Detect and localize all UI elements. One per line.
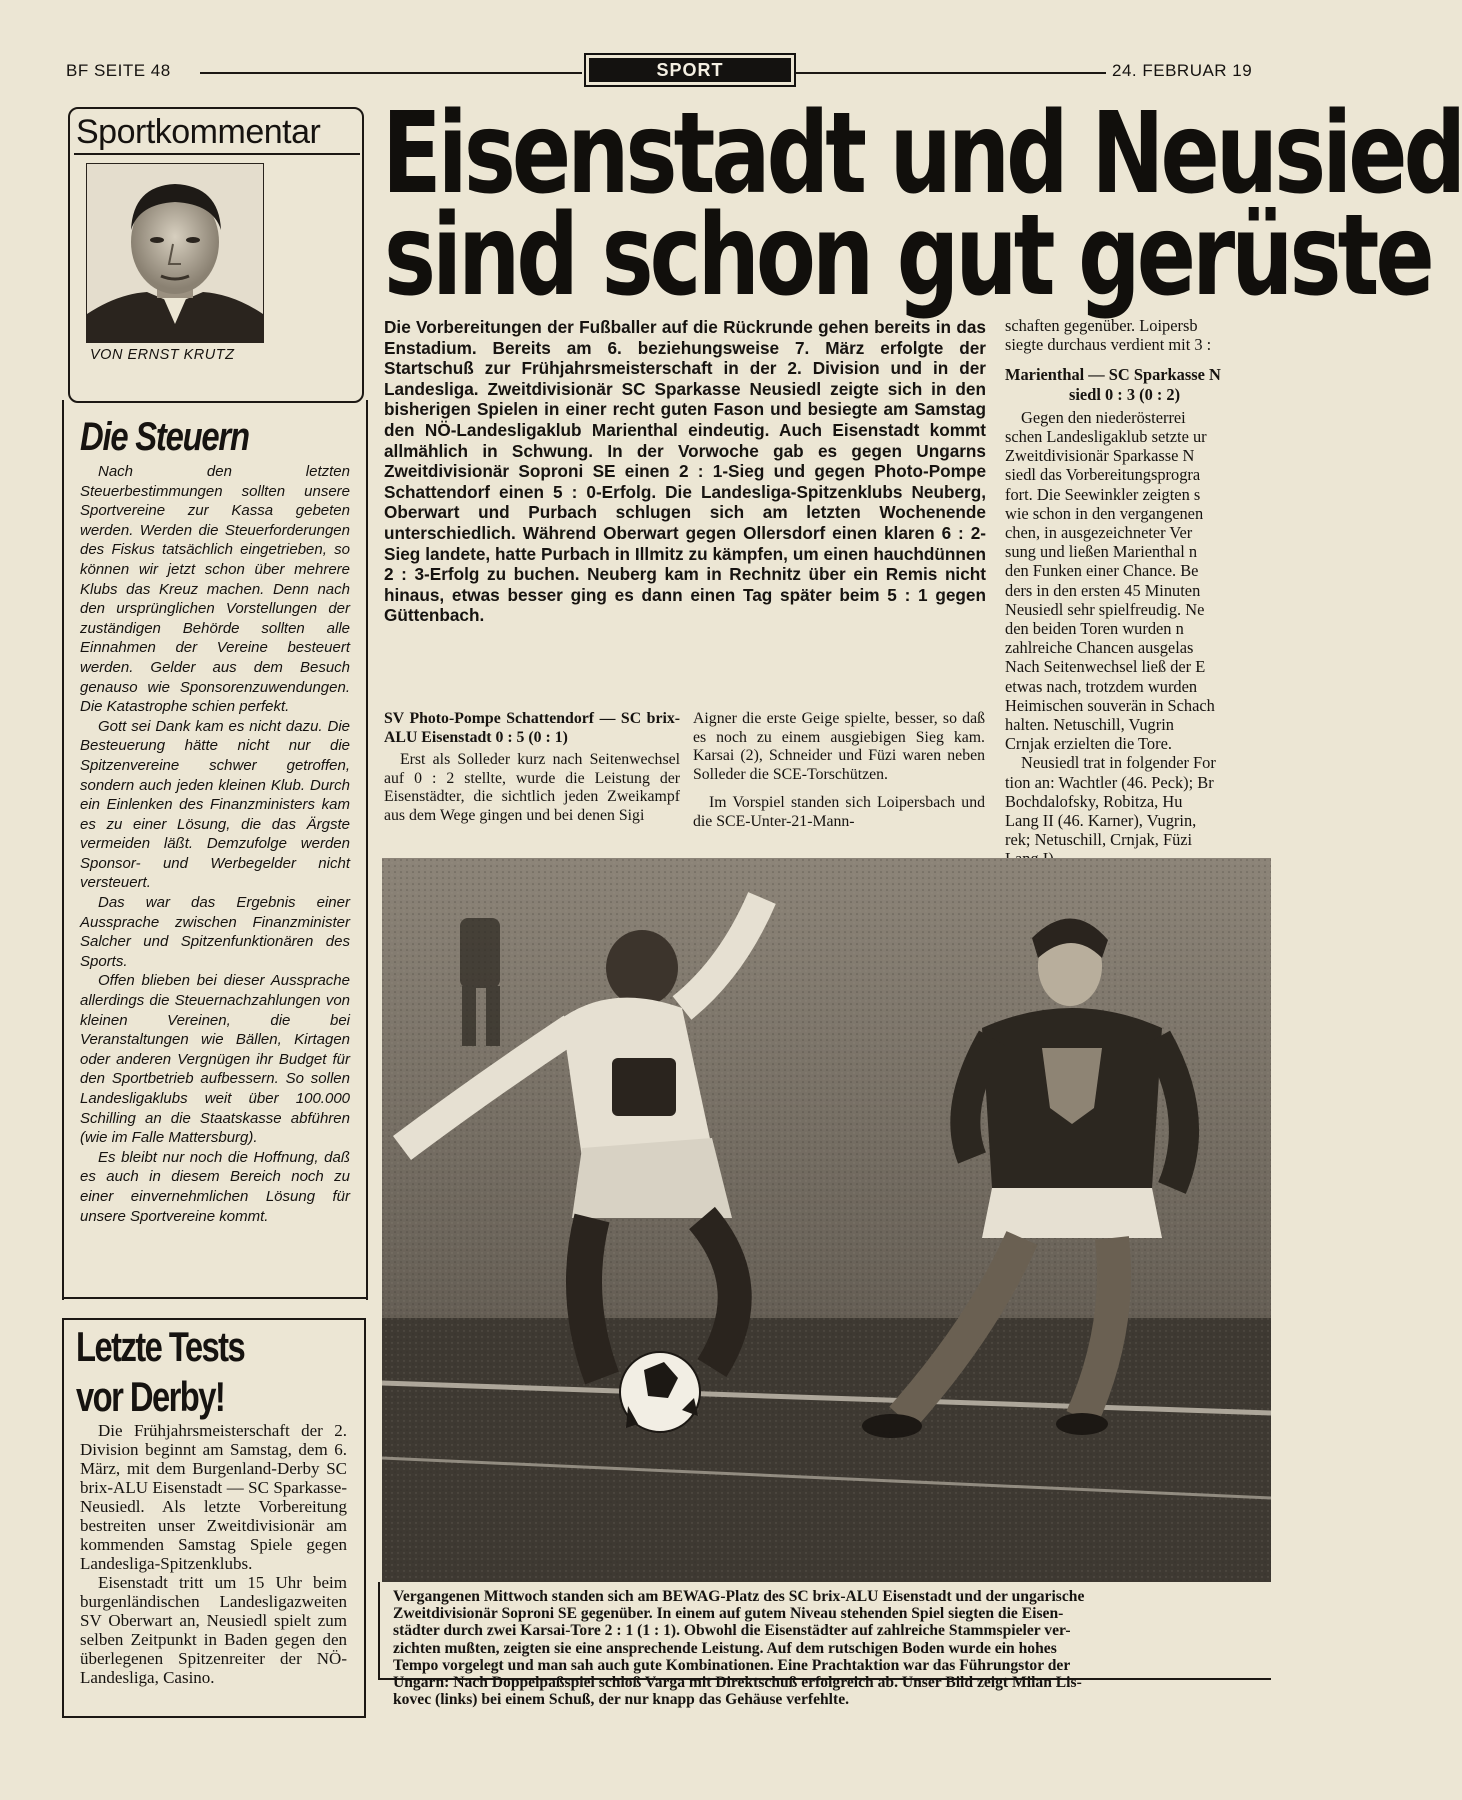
match-subheading: SV Photo-Pompe Schattendorf — SC brix-ALU Eisenstadt 0 : 5 (0 : 1) bbox=[384, 710, 680, 746]
kommentar-title: Sportkommentar bbox=[76, 113, 321, 151]
article-column-2 bbox=[693, 710, 985, 832]
caption-line: kovec (links) bei einem Schuß, der nur knapp das Gehäuse verfehlte. bbox=[393, 1691, 850, 1709]
caption-line: Vergangenen Mittwoch standen sich am BEWAG-Platz des SC brix-ALU Eisenstadt und der ungarische bbox=[393, 1588, 1085, 1605]
article-line: Crnjak erzielten die Tore. bbox=[1005, 734, 1172, 754]
article-line: Lang II (46. Karner), Vugrin, bbox=[1005, 811, 1197, 831]
tests-body bbox=[80, 1421, 347, 1687]
author-portrait bbox=[86, 163, 264, 343]
article-line: rek; Netuschill, Crnjak, Füzi bbox=[1005, 830, 1193, 850]
article-column-1 bbox=[384, 710, 680, 826]
caption-line: Zweitdivisionär Soproni SE gegenüber. In einem auf gutem Niveau stehenden Spiel siegten die Eisen- bbox=[393, 1605, 1064, 1623]
article-line: chen, in ausgezeichneter Ver bbox=[1005, 523, 1193, 543]
kommentar-title-rule bbox=[74, 153, 360, 155]
article-line: etwas nach, trotzdem wurden bbox=[1005, 676, 1198, 696]
article-lead: Die Vorbereitungen der Fußballer auf die Rückrunde gehen bereits in das Enstadium. Bereits am 6. beziehungsweise 7. März erfolgte der Startschuß zur Frühjahrsmeisterschaft in der 2. Division und in der Landesliga. Zweitdivisionär SC Sparkasse Neusiedl zeigte sich in den bisherigen Spielen in einer recht guten Fason und besiegte am Samstag den NÖ-Landesligaklub Marienthal eindeutig. Auch Eisenstadt kommt allmählich in Schwung. In der Vorwoche gab es gegen Ungarns Zweitdivisionär Soproni SE einen 2 : 1-Sieg und gegen Photo-Pompe Schattendorf einen 5 : 0-Erfolg. Die Landesliga-Spitzenklubs Neuberg, Oberwart und Purbach schlugen sich am letzten Wochenende unterschiedlich. Während Oberwart gegen Ollersdorf einen klaren 6 : 2-Sieg landete, hatte Purbach in Illmitz zu kämpfen, um einen hauchdünnen 2 : 3-Erfolg zu buchen. Neuberg kam in Rechnitz über ein Remis nicht hinaus, etwas besser ging es dann einen Tag später beim 5 : 1 gegen Güttenbach. bbox=[384, 317, 986, 626]
caption-line: städter durch zwei Karsai-Tore 2 : 1 (1 : 1). Obwohl die Eisenstädter auf zahlreiche Stammspieler ver- bbox=[393, 1622, 1071, 1640]
match-subheading-line: siedl 0 : 3 (0 : 2) bbox=[1069, 384, 1181, 404]
tests-paragraph: Die Frühjahrsmeisterschaft der 2. Division beginnt am Samstag, dem 6. März, mit dem Burgenland-Derby SC brix-ALU Eisenstadt — SC Sparkasse-Neusiedl. Als letzte Vorbereitung bestreiten unser Zweitdivisionär am kommenden Samstag Spiele gegen Landesliga-Spitzenklubs. bbox=[80, 1421, 347, 1573]
article-line: Bochdalofsky, Robitza, Hu bbox=[1005, 791, 1183, 811]
photo-caption bbox=[393, 1588, 1271, 1709]
header-rule-right bbox=[796, 72, 1106, 74]
kommentar-heading: Die Steuern bbox=[80, 415, 249, 459]
article-line: den Funken einer Chance. Be bbox=[1005, 561, 1199, 581]
article-line: ders in den ersten 45 Minuten bbox=[1005, 580, 1201, 600]
match-photo bbox=[382, 858, 1271, 1582]
page-header-date: 24. FEBRUAR 19 bbox=[1112, 61, 1253, 80]
kommentar-paragraph: Das war das Ergebnis einer Aussprache zwischen Finanzminister Salcher und Spitzenfunktionären des Sports. bbox=[80, 894, 350, 970]
page-header-left: BF SEITE 48 bbox=[66, 61, 171, 80]
match-subheading-line: Marienthal — SC Sparkasse N bbox=[1005, 365, 1221, 385]
article-line: schen Landesligaklub setzte ur bbox=[1005, 427, 1207, 447]
article-line: siedl das Vorbereitungsprogra bbox=[1005, 465, 1201, 485]
article-paragraph: Aigner die erste Geige spielte, besser, so daß es noch zu einem ausgiebigen Sieg kam. Karsai (2), Schneider und Füzi waren neben Solleder die SCE-Torschützen. bbox=[693, 710, 985, 783]
section-label: SPORT bbox=[656, 60, 724, 80]
tests-heading-line1: Letzte Tests bbox=[76, 1323, 245, 1370]
headline-line2: sind schon gut gerüste bbox=[384, 191, 1431, 321]
article-line: schaften gegenüber. Loipersb bbox=[1005, 316, 1198, 335]
article-line: Gegen den niederösterrei bbox=[1021, 407, 1186, 427]
caption-line: zichten mußten, zeigten sie eine ansprechende Leistung. Auf dem rutschigen Boden wurde ein hohes bbox=[393, 1639, 1057, 1657]
article-line: wie schon in den vergangenen bbox=[1005, 503, 1204, 523]
article-paragraph: Erst als Solleder kurz nach Seitenwechsel auf 0 : 2 stellte, wurde die Leistung der Eisenstädter, die sichtlich jeden Zweikampf aus dem Wege gingen und bei denen Sigi bbox=[384, 751, 680, 824]
article-line: siegte durchaus verdient mit 3 : bbox=[1005, 335, 1212, 355]
article-line: tion an: Wachtler (46. Peck); Br bbox=[1005, 772, 1214, 792]
article-paragraph: Im Vorspiel standen sich Loipersbach und die SCE-Unter-21-Mann- bbox=[693, 794, 985, 830]
article-line: Neusiedl sehr spielfreudig. Ne bbox=[1005, 599, 1205, 619]
kommentar-paragraph: Nach den letzten Steuerbestimmungen sollten unsere Sportvereine zur Kassa gebeten werden. Werden die Steuerforderungen des Fiskus tatsächlich eingetrieben, so können wir jetzt schon über mehrere Klubs das Kreuz machen. Denn nach den ursprünglichen Vorstellungen der zuständigen Behörde sollten alle Einnahmen der Vereine besteuert werden. Gelder aus dem Besuch genauso wie Sponsorenzuwendungen. Die Katastrophe schien perfekt. bbox=[80, 463, 350, 716]
article-line: den beiden Toren wurden n bbox=[1005, 619, 1184, 639]
article-column-3 bbox=[1005, 316, 1271, 869]
kommentar-frame-close bbox=[62, 1297, 366, 1299]
tests-heading bbox=[76, 1322, 244, 1422]
article-line: Neusiedl trat in folgender For bbox=[1021, 753, 1216, 773]
article-line: sung und ließen Marienthal n bbox=[1005, 542, 1198, 562]
tests-paragraph: Eisenstadt tritt um 15 Uhr beim burgenländischen Landesligazweiten SV Oberwart an, Neusiedl spielt zum selben Zeitpunkt in Baden gegen den überlegenen Spitzenreiter der NÖ-Landesliga, Casino. bbox=[80, 1573, 347, 1687]
kommentar-body bbox=[80, 462, 350, 1226]
headline-line1: Eisenstadt und Neusied bbox=[382, 89, 1462, 219]
article-line: Zweitdivisionär Sparkasse N bbox=[1005, 446, 1195, 466]
kommentar-paragraph: Offen blieben bei dieser Aussprache allerdings die Steuernachzahlungen von kleinen Vereinen, die bei Veranstaltungen wie Bällen, Kirtagen oder anderen Vergnügen ihr Budget für den Sportbetrieb aufbessern. So sollen Landesligaklubs weit über 100.000 Schilling an die Staatskasse abführen (wie im Falle Mattersburg). bbox=[80, 972, 350, 1147]
article-line: halten. Netuschill, Vugrin bbox=[1005, 715, 1174, 735]
section-badge bbox=[584, 53, 796, 87]
tests-heading-line2: vor Derby! bbox=[76, 1373, 225, 1420]
article-line: fort. Die Seewinkler zeigten s bbox=[1005, 484, 1201, 504]
caption-line: Ungarn: Nach Doppelpaßspiel schloß Varga mit Direktschuß erfolgreich ab. Unser Bild zeigt Milan Lis- bbox=[393, 1674, 1082, 1692]
author-byline: VON ERNST KRUTZ bbox=[90, 347, 235, 363]
article-line: Nach Seitenwechsel ließ der E bbox=[1005, 657, 1206, 677]
kommentar-paragraph: Es bleibt nur noch die Hoffnung, daß es auch in diesem Bereich noch zu einer einvernehmlichen Lösung für unsere Sportvereine kommt. bbox=[80, 1148, 350, 1225]
article-line: zahlreiche Chancen ausgelas bbox=[1005, 638, 1194, 658]
article-line: Heimischen souverän in Schach bbox=[1005, 695, 1215, 715]
header-rule-left bbox=[200, 72, 582, 74]
kommentar-paragraph: Gott sei Dank kam es nicht dazu. Die Besteuerung hätte nicht nur die Spitzenvereine schwer getroffen, sondern auch jeden kleinen Klub. Durch ein Einlenken des Finanzministers kam es zu einer Lösung, die das Ärgste vermeiden läßt. Demzufolge werden Sponsor- und Werbegelder nicht versteuert. bbox=[80, 717, 350, 892]
caption-line: Tempo vorgelegt und man sah auch gute Kombinationen. Eine Prachtaktion war das Führungstor der bbox=[393, 1656, 1071, 1674]
